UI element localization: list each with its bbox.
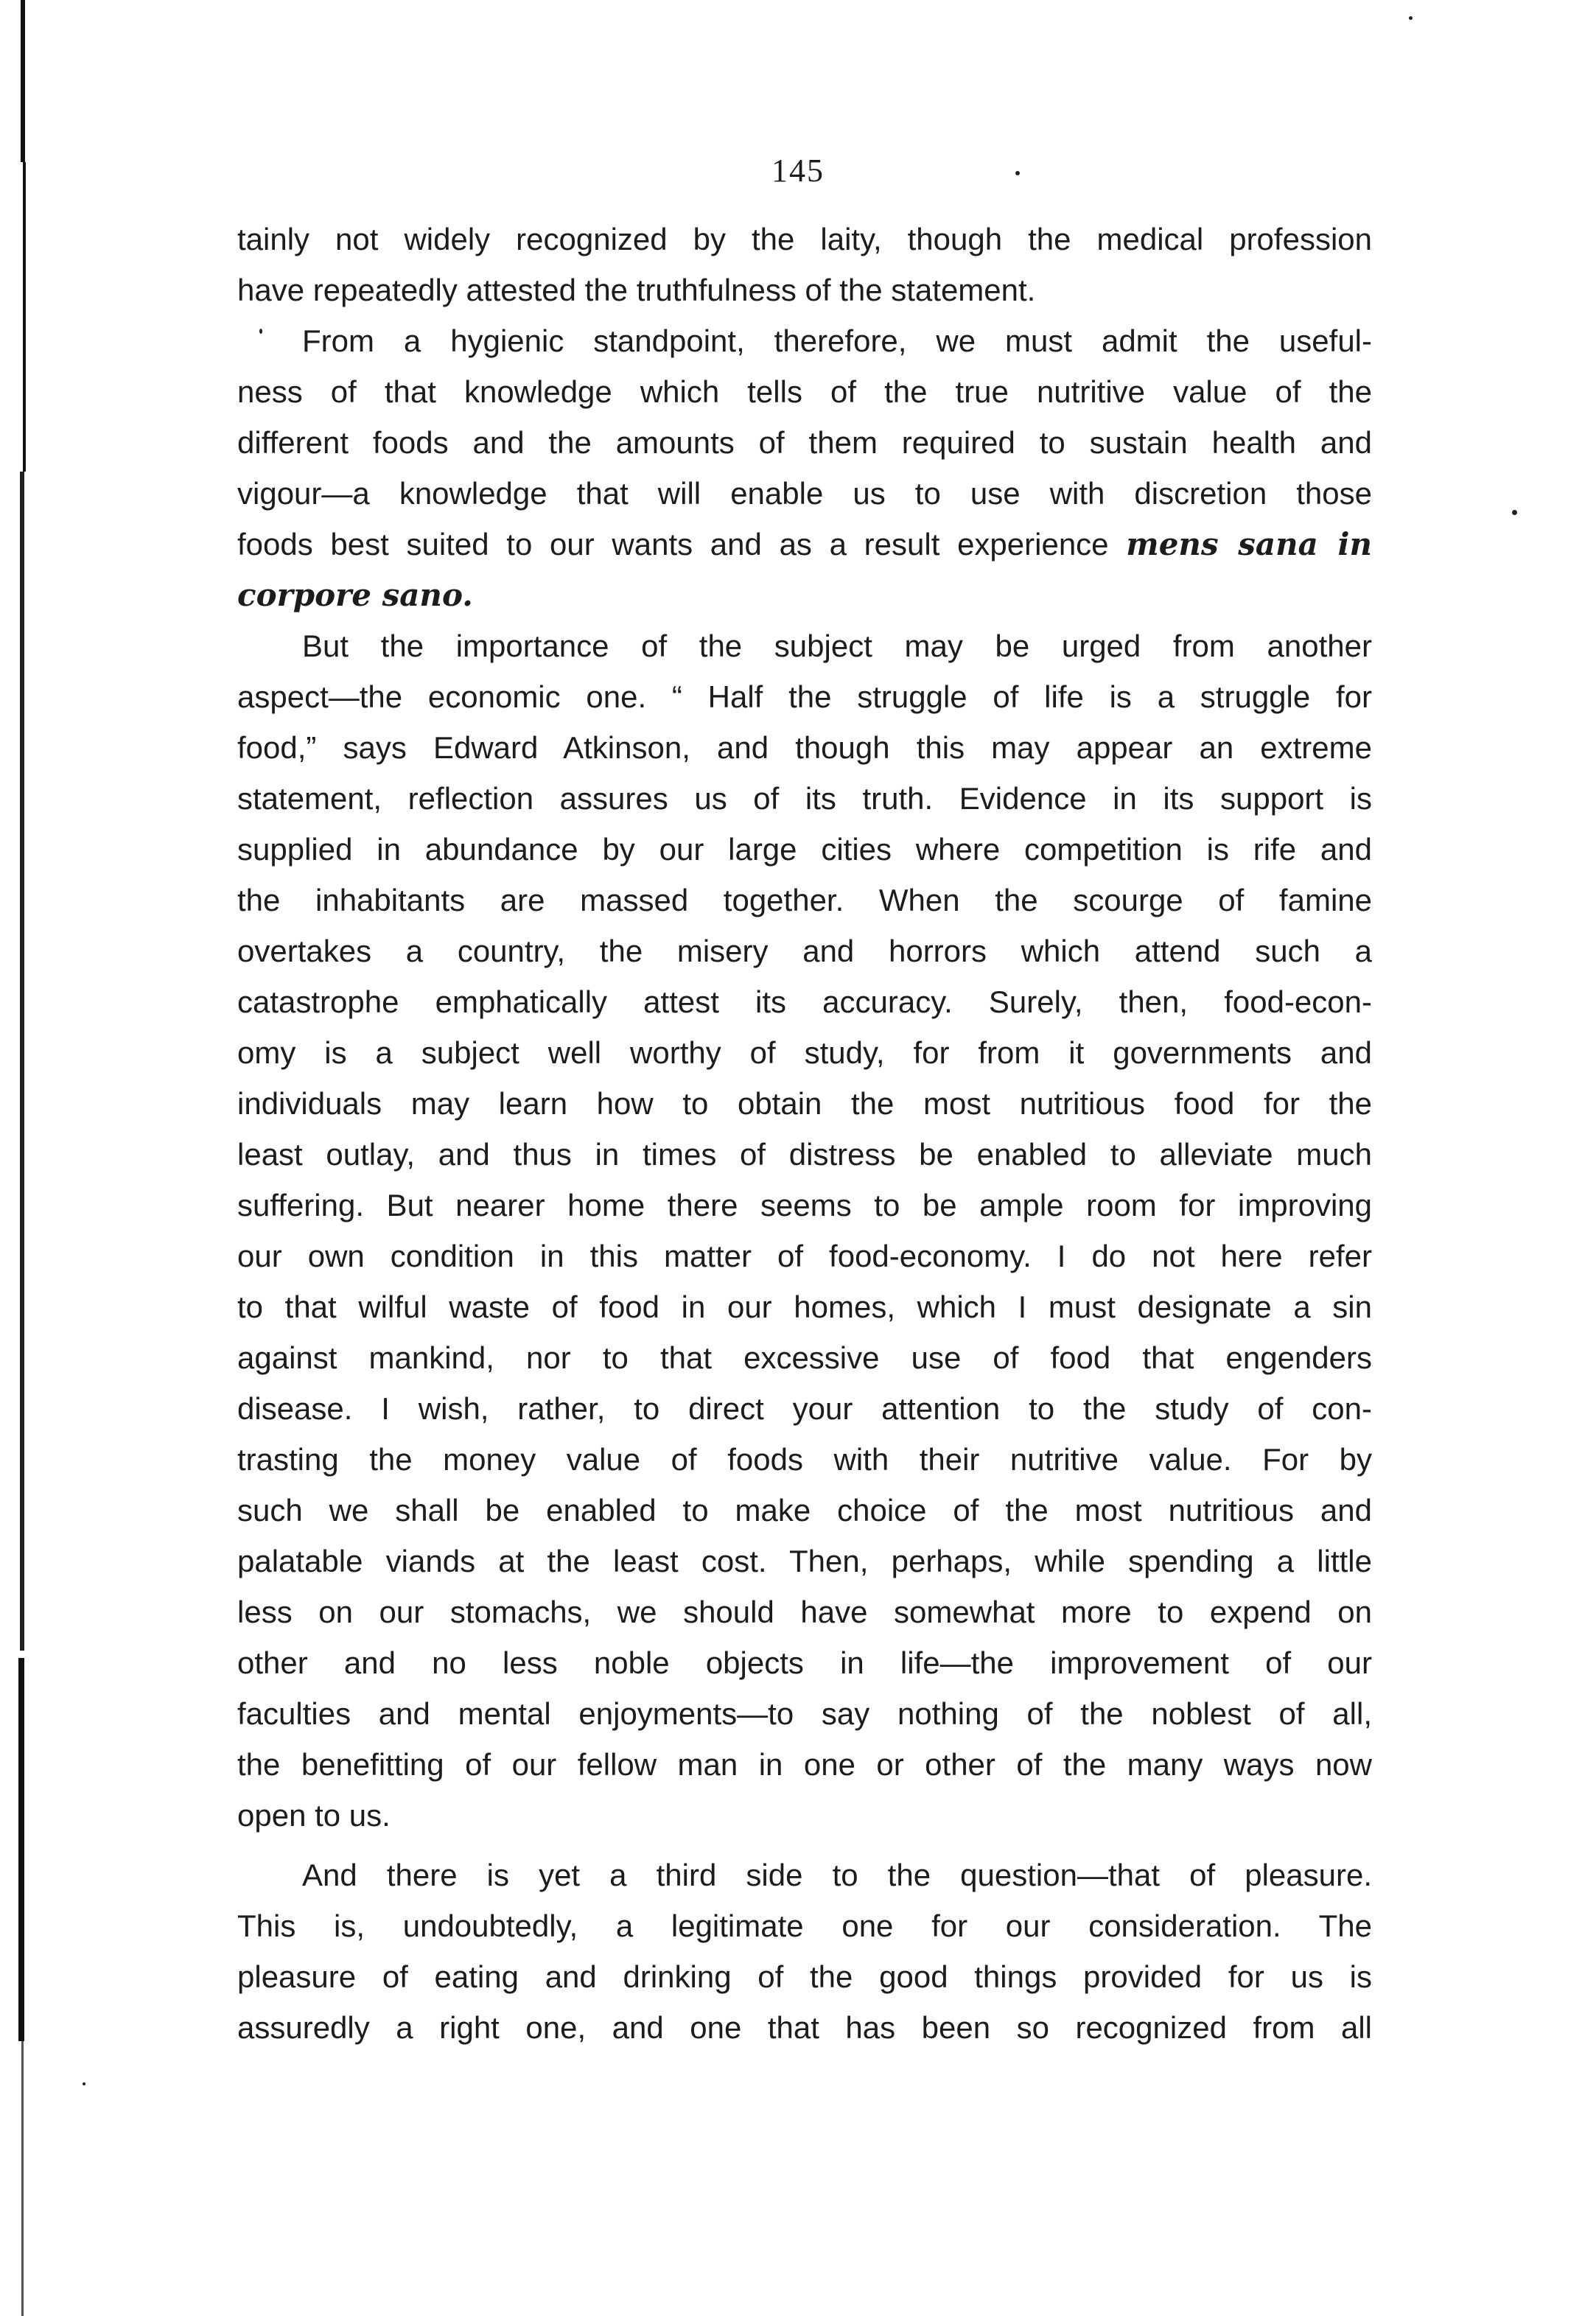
text-line-content: overtakes a country, the misery and horrors which attend such a — [237, 934, 1372, 968]
scan-speck — [1512, 510, 1517, 515]
text-line — [237, 366, 1372, 417]
text-line — [237, 1231, 1372, 1281]
text-line — [237, 773, 1372, 824]
text-line — [237, 976, 1372, 1027]
text-line — [237, 926, 1372, 976]
scan-speck — [83, 2082, 85, 2085]
scan-edge — [23, 162, 26, 472]
text-line-content: suffering. But nearer home there seems to be ample room for improving — [237, 1188, 1372, 1222]
text-line-content: This is, undoubtedly, a legitimate one for our consideration. The — [237, 1909, 1372, 1943]
text-line — [237, 1951, 1372, 2002]
text-line-content: And there is yet a third side to the question—that of pleasure. — [302, 1858, 1372, 1892]
text-line — [237, 875, 1372, 926]
text-line — [237, 620, 1372, 671]
text-line — [237, 2002, 1372, 2053]
text-line — [237, 417, 1372, 468]
text-line — [237, 1281, 1372, 1332]
text-line — [237, 1434, 1372, 1485]
text-line-content: other and no less noble objects in life—the improvement of our — [237, 1645, 1372, 1680]
text-line-content: different foods and the amounts of them required to sustain health and — [237, 425, 1372, 460]
text-line-content: to that wilful waste of food in our homes, which I must designate a sin — [237, 1290, 1372, 1324]
text-line — [237, 1383, 1372, 1434]
text-line-content: less on our stomachs, we should have somewhat more to expend on — [237, 1595, 1372, 1629]
text-line-content: the inhabitants are massed together. When the scourge of famine — [237, 883, 1372, 917]
text-line — [237, 1332, 1372, 1383]
text-line-content: supplied in abundance by our large cities where competition is rife and — [237, 832, 1372, 867]
text-line-content: From a hygienic standpoint, therefore, we must admit the useful- — [302, 323, 1372, 358]
text-line-content: trasting the money value of foods with their nutritive value. For by — [237, 1442, 1372, 1477]
text-line — [237, 1129, 1372, 1180]
text-line-content: foods best suited to our wants and as a result experience — [237, 527, 1109, 561]
body-text — [237, 214, 1372, 2053]
scan-speck — [1409, 16, 1413, 20]
text-line-content: pleasure of eating and drinking of the good things provided for us is — [237, 1959, 1372, 1994]
text-line-content: catastrophe emphatically attest its accuracy. Surely, then, food-econ- — [237, 984, 1372, 1019]
scan-edge — [18, 1658, 24, 2041]
latin-phrase: corpore sano. — [237, 577, 473, 613]
text-line-content: vigour—a knowledge that will enable us to use with discretion those — [237, 476, 1372, 511]
scan-edge — [21, 0, 25, 162]
text-line-content: aspect—the economic one. “ Half the struggle of life is a struggle for — [237, 679, 1372, 714]
text-line — [237, 1180, 1372, 1231]
text-line-content: tainly not widely recognized by the laity, though the medical profession — [237, 222, 1372, 256]
text-line — [237, 265, 1372, 315]
text-line-content: open to us. — [237, 1798, 391, 1833]
text-line — [237, 671, 1372, 722]
text-line — [237, 1637, 1372, 1688]
text-line — [237, 1739, 1372, 1790]
text-line — [237, 1586, 1372, 1637]
text-line-content: against mankind, nor to that excessive use of food that engenders — [237, 1340, 1372, 1375]
text-line-content: But the importance of the subject may be urged from another — [302, 629, 1372, 663]
text-line-content: faculties and mental enjoyments—to say nothing of the noblest of all, — [237, 1696, 1372, 1731]
text-line-content: our own condition in this matter of food-economy. I do not here refer — [237, 1239, 1372, 1273]
text-line — [237, 722, 1372, 773]
text-line-content: disease. I wish, rather, to direct your attention to the study of con- — [237, 1391, 1372, 1426]
text-line-content: statement, reflection assures us of its truth. Evidence in its support is — [237, 781, 1372, 816]
text-line — [237, 468, 1372, 519]
latin-phrase: mens sana in — [1126, 526, 1372, 562]
text-line — [237, 1536, 1372, 1586]
text-line — [237, 315, 1372, 366]
text-line — [237, 1027, 1372, 1078]
text-line-content: have repeatedly attested the truthfulness of the statement. — [237, 273, 1036, 307]
text-line — [237, 1900, 1372, 1951]
text-line — [237, 1790, 1372, 1841]
text-line — [237, 824, 1372, 875]
text-line — [237, 1485, 1372, 1536]
text-line-content: individuals may learn how to obtain the most nutritious food for the — [237, 1086, 1372, 1121]
text-line-content: ness of that knowledge which tells of the true nutritive value of the — [237, 374, 1372, 409]
text-line — [237, 519, 1372, 570]
text-line — [237, 1850, 1372, 1900]
text-line — [237, 570, 1372, 620]
page-number: 145 — [771, 153, 825, 189]
scan-edge — [21, 2041, 24, 2316]
text-line-content: omy is a subject well worthy of study, for from it governments and — [237, 1035, 1372, 1070]
text-line-content: such we shall be enabled to make choice of the most nutritious and — [237, 1493, 1372, 1528]
text-line-content: assuredly a right one, and one that has been so recognized from all — [237, 2010, 1372, 2045]
text-line-content: food,” says Edward Atkinson, and though this may appear an extreme — [237, 730, 1372, 765]
text-line-content: palatable viands at the least cost. Then, perhaps, while spending a little — [237, 1544, 1372, 1578]
scan-edge — [20, 472, 24, 1651]
text-line-content: least outlay, and thus in times of distress be enabled to alleviate much — [237, 1137, 1372, 1172]
text-line — [237, 214, 1372, 265]
text-line-content: the benefitting of our fellow man in one or other of the many ways now — [237, 1747, 1372, 1782]
text-line — [237, 1688, 1372, 1739]
text-line — [237, 1078, 1372, 1129]
